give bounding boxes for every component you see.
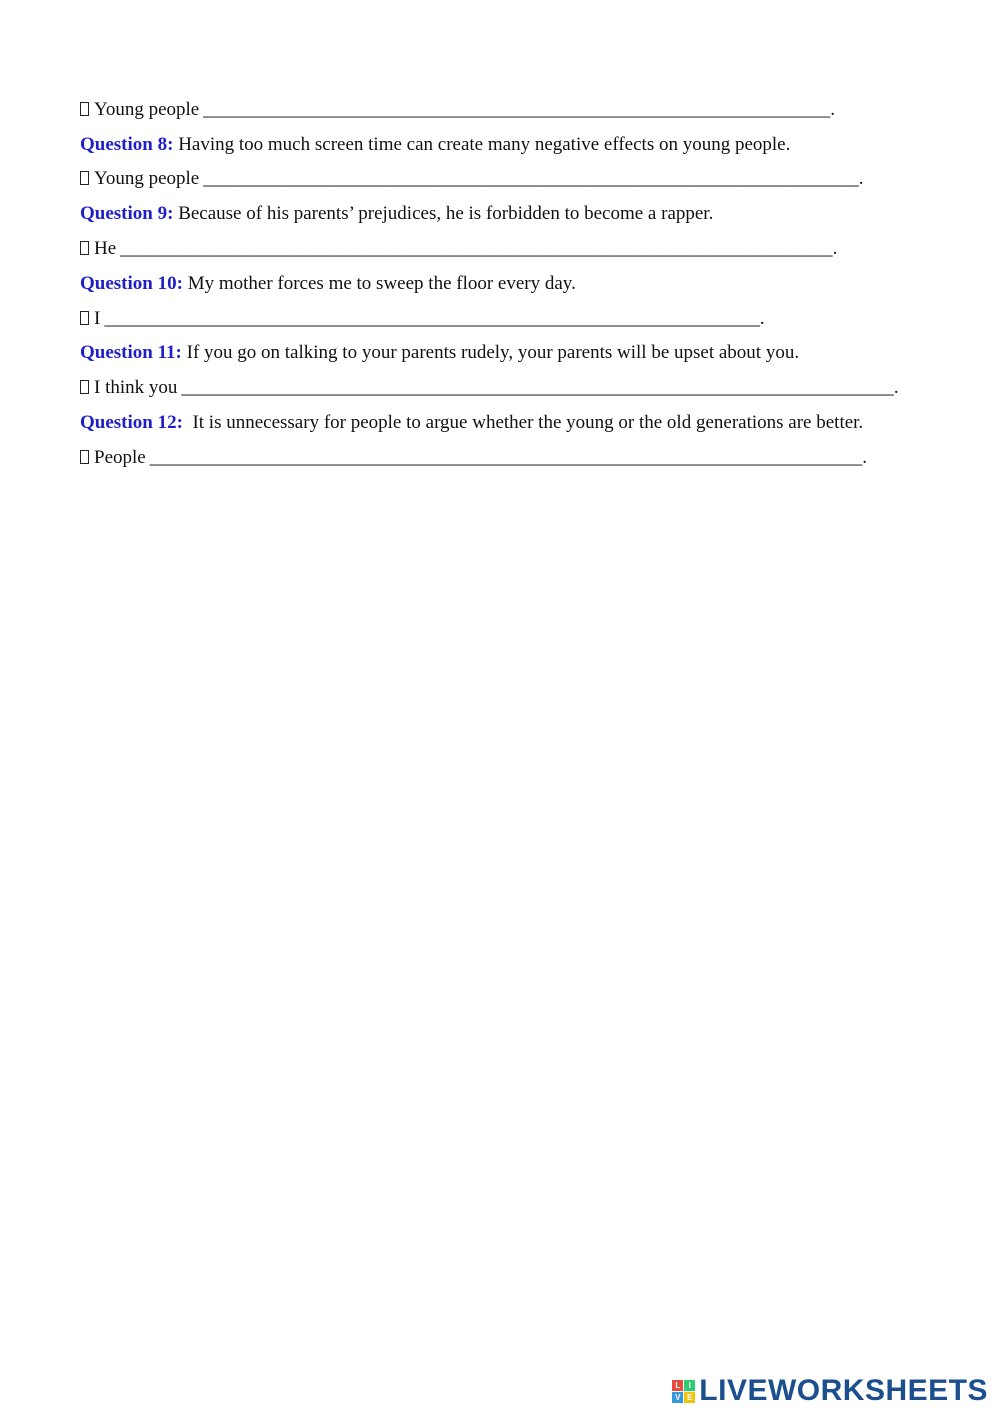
worksheet-body (61, 58, 961, 468)
answer-end: . (832, 237, 838, 259)
answer-stem: People (94, 446, 146, 468)
answer-end: . (858, 168, 864, 190)
answer-end: . (862, 446, 867, 468)
arrow-bullet-icon (80, 380, 89, 394)
question-label: Question 8: (80, 133, 174, 155)
answer-blank[interactable]: _____________________________________________________________________ (104, 307, 760, 329)
logo-mark-icon (672, 1380, 695, 1403)
answer-blank[interactable]: __________________________________________________________________ (203, 98, 831, 120)
answer-blank[interactable]: ___________________________________________________________________________ (181, 377, 894, 399)
arrow-bullet-icon (80, 241, 89, 255)
logo-tile: E (684, 1392, 695, 1403)
logo-tile: V (672, 1392, 683, 1403)
liveworksheets-logo (672, 1374, 988, 1408)
answer-end: . (893, 377, 899, 399)
question-label: Question 11: (80, 342, 182, 364)
question-label: Question 9: (80, 203, 174, 225)
question-text: Having too much screen time can create many negative effects on young people. (173, 133, 791, 155)
logo-tile: L (672, 1380, 683, 1391)
arrow-bullet-icon (80, 311, 89, 325)
question-text: My mother forces me to sweep the floor every day. (182, 272, 576, 294)
question-text: Because of his parents’ prejudices, he is forbidden to become a rapper. (173, 203, 714, 225)
answer-blank[interactable]: ___________________________________________________________________________ (149, 446, 863, 468)
question-label: Question 12: (80, 411, 183, 433)
question-text: It is unnecessary for people to argue whether the young or the old generations are better. (182, 411, 864, 433)
answer-stem: Young people (94, 98, 200, 120)
question-label: Question 10: (80, 272, 183, 294)
logo-text: LIVEWORKSHEETS (699, 1374, 988, 1407)
answer-stem: I (94, 307, 101, 329)
arrow-bullet-icon (80, 450, 89, 464)
answer-end: . (759, 307, 765, 329)
answer-stem: Young people (94, 168, 200, 190)
answer-blank[interactable]: ___________________________________________________________________________ (120, 237, 833, 259)
answer-end: . (830, 98, 835, 120)
arrow-bullet-icon (80, 102, 89, 116)
answer-stem: I think you (94, 377, 178, 399)
answer-stem: He (94, 237, 117, 259)
answer-blank[interactable]: _____________________________________________________________________ (203, 168, 859, 190)
arrow-bullet-icon (80, 171, 89, 185)
answer-line (61, 58, 961, 120)
question-text: If you go on talking to your parents rudely, your parents will be upset about you. (181, 342, 800, 364)
logo-tile: I (684, 1380, 695, 1391)
